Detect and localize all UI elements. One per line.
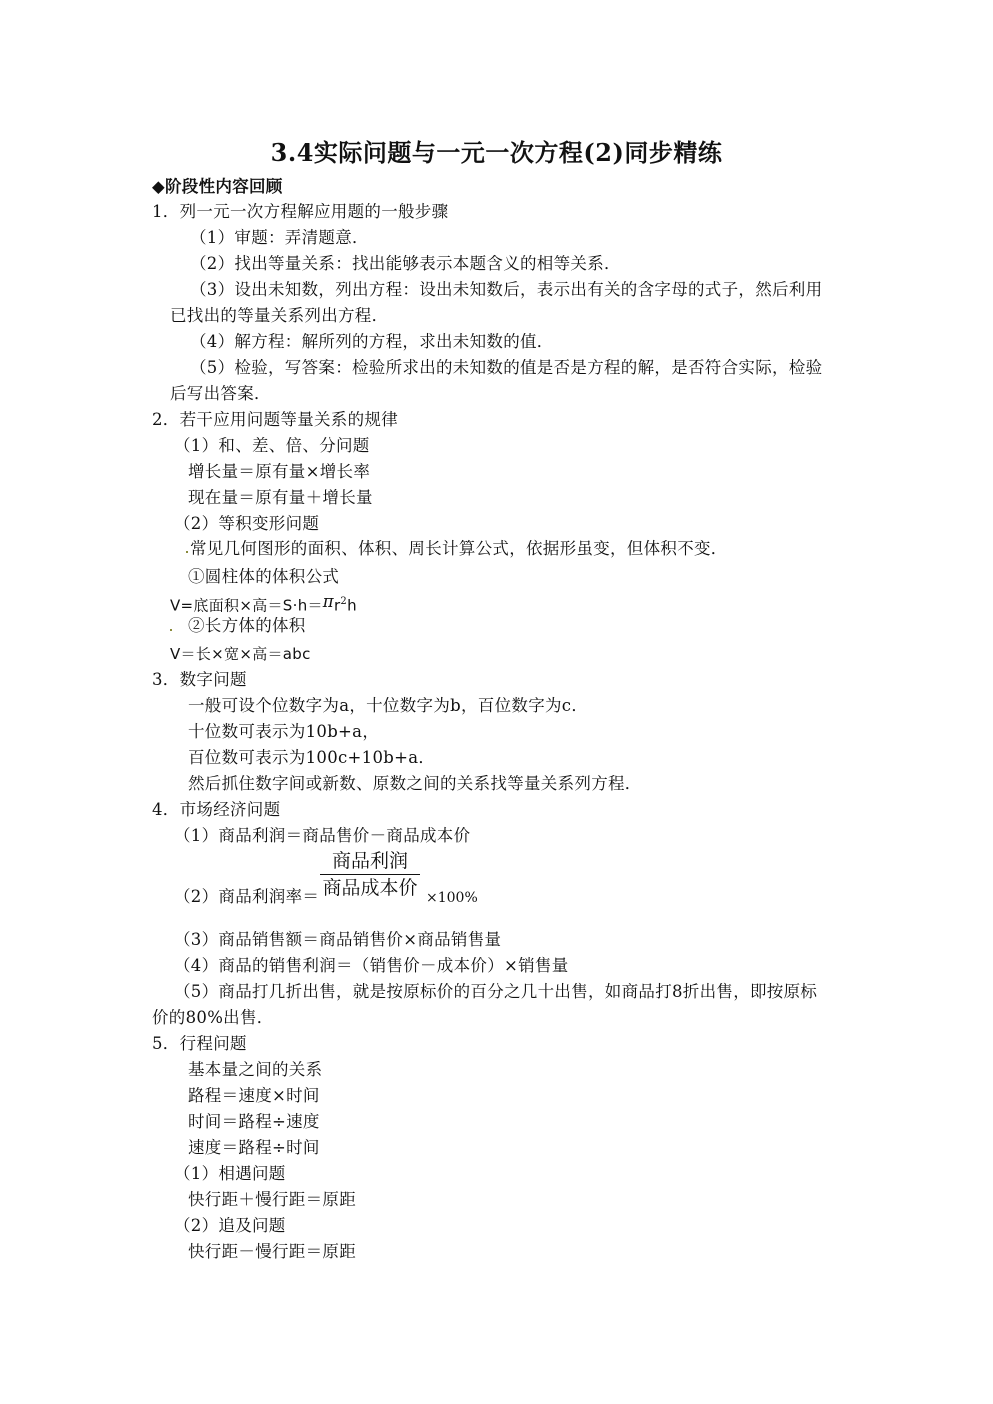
s2-heading: 2．若干应用问题等量关系的规律	[152, 410, 398, 429]
s5-basic: 基本量之间的关系	[188, 1060, 323, 1079]
cylinder-formula-prefix: V=底面积×高＝S·h＝	[170, 596, 323, 615]
s4-item5-line2: 价的80%出售．	[152, 1008, 274, 1027]
s5-sub2: （2）追及问题	[174, 1216, 286, 1235]
cylinder-formula-exponent: 2	[340, 596, 348, 607]
s3-heading: 3．数字问题	[152, 670, 247, 689]
fraction-numerator: 商品利润	[331, 850, 408, 872]
s2-cylinder-label: ①圆柱体的体积公式	[188, 567, 340, 586]
s2-formula-current: 现在量＝原有量＋增长量	[188, 488, 373, 507]
cylinder-formula-r: r	[333, 596, 341, 615]
s5-formula-speed: 速度＝路程÷时间	[188, 1138, 320, 1157]
fraction-bar	[320, 874, 420, 875]
s5-formula-time: 时间＝路程÷速度	[188, 1112, 320, 1131]
fraction-multiplier: ×100%	[426, 890, 478, 906]
s3-line3: 百位数可表示为100c+10b+a．	[188, 748, 436, 767]
s2-box-label: ②长方体的体积	[188, 616, 306, 635]
s2-description: 常见几何图形的面积、体积、周长计算公式，依据形虽变，但体积不变．	[190, 539, 728, 558]
pi-symbol: π	[322, 591, 334, 611]
section-heading: ◆阶段性内容回顾	[152, 177, 283, 196]
s1-step5-line1: （5）检验，写答案：检验所求出的未知数的值是否是方程的解，是否符合实际，检验	[190, 358, 823, 377]
stray-mark	[170, 629, 172, 631]
s4-item1: （1）商品利润＝商品售价－商品成本价	[174, 826, 471, 845]
s3-line4: 然后抓住数字间或新数、原数之间的关系找等量关系列方程．	[188, 774, 642, 793]
s1-step5-line2: 后写出答案．	[170, 384, 271, 403]
s1-heading: 1．列一元一次方程解应用题的一般步骤	[152, 202, 449, 221]
s4-item5-line1: （5）商品打几折出售，就是按原标价的百分之几十出售，如商品打8折出售，即按原标	[174, 982, 818, 1001]
s2-box-formula: V＝长×宽×高＝abc	[170, 645, 311, 663]
s1-step3-line2: 已找出的等量关系列出方程．	[170, 306, 389, 325]
s5-sub1-formula: 快行距＋慢行距＝原距	[188, 1190, 356, 1209]
s4-item2-label: （2）商品利润率＝	[174, 887, 320, 906]
s1-step4: （4）解方程：解所列的方程，求出未知数的值．	[190, 332, 554, 351]
s3-line1: 一般可设个位数字为a，十位数字为b，百位数字为c．	[188, 696, 589, 715]
fraction-denominator: 商品成本价	[322, 877, 418, 899]
stray-mark	[186, 551, 188, 553]
s5-sub1: （1）相遇问题	[174, 1164, 286, 1183]
s4-item3: （3）商品销售额＝商品销售价×商品销售量	[174, 930, 502, 949]
s5-sub2-formula: 快行距－慢行距＝原距	[188, 1242, 356, 1261]
s3-line2: 十位数可表示为10b+a，	[188, 722, 380, 741]
page-title: 3.4实际问题与一元一次方程(2)同步精练	[270, 138, 723, 167]
s1-step1: （1）审题：弄清题意．	[190, 228, 369, 247]
s2-sub2: （2）等积变形问题	[174, 514, 320, 533]
s5-heading: 5．行程问题	[152, 1034, 247, 1053]
s2-formula-growth: 增长量＝原有量×增长率	[188, 462, 371, 481]
s4-heading: 4．市场经济问题	[152, 800, 281, 819]
s2-cylinder-formula	[170, 591, 357, 617]
profit-rate-fraction	[320, 849, 420, 900]
s1-step3-line1: （3）设出未知数，列出方程：设出未知数后，表示出有关的含字母的式子，然后利用	[190, 280, 823, 299]
cylinder-formula-h: h	[347, 596, 357, 615]
s4-item4: （4）商品的销售利润＝（销售价－成本价）×销售量	[174, 956, 569, 975]
s2-sub1: （1）和、差、倍、分问题	[174, 436, 370, 455]
s5-formula-distance: 路程＝速度×时间	[188, 1086, 320, 1105]
s1-step2: （2）找出等量关系：找出能够表示本题含义的相等关系．	[190, 254, 621, 273]
